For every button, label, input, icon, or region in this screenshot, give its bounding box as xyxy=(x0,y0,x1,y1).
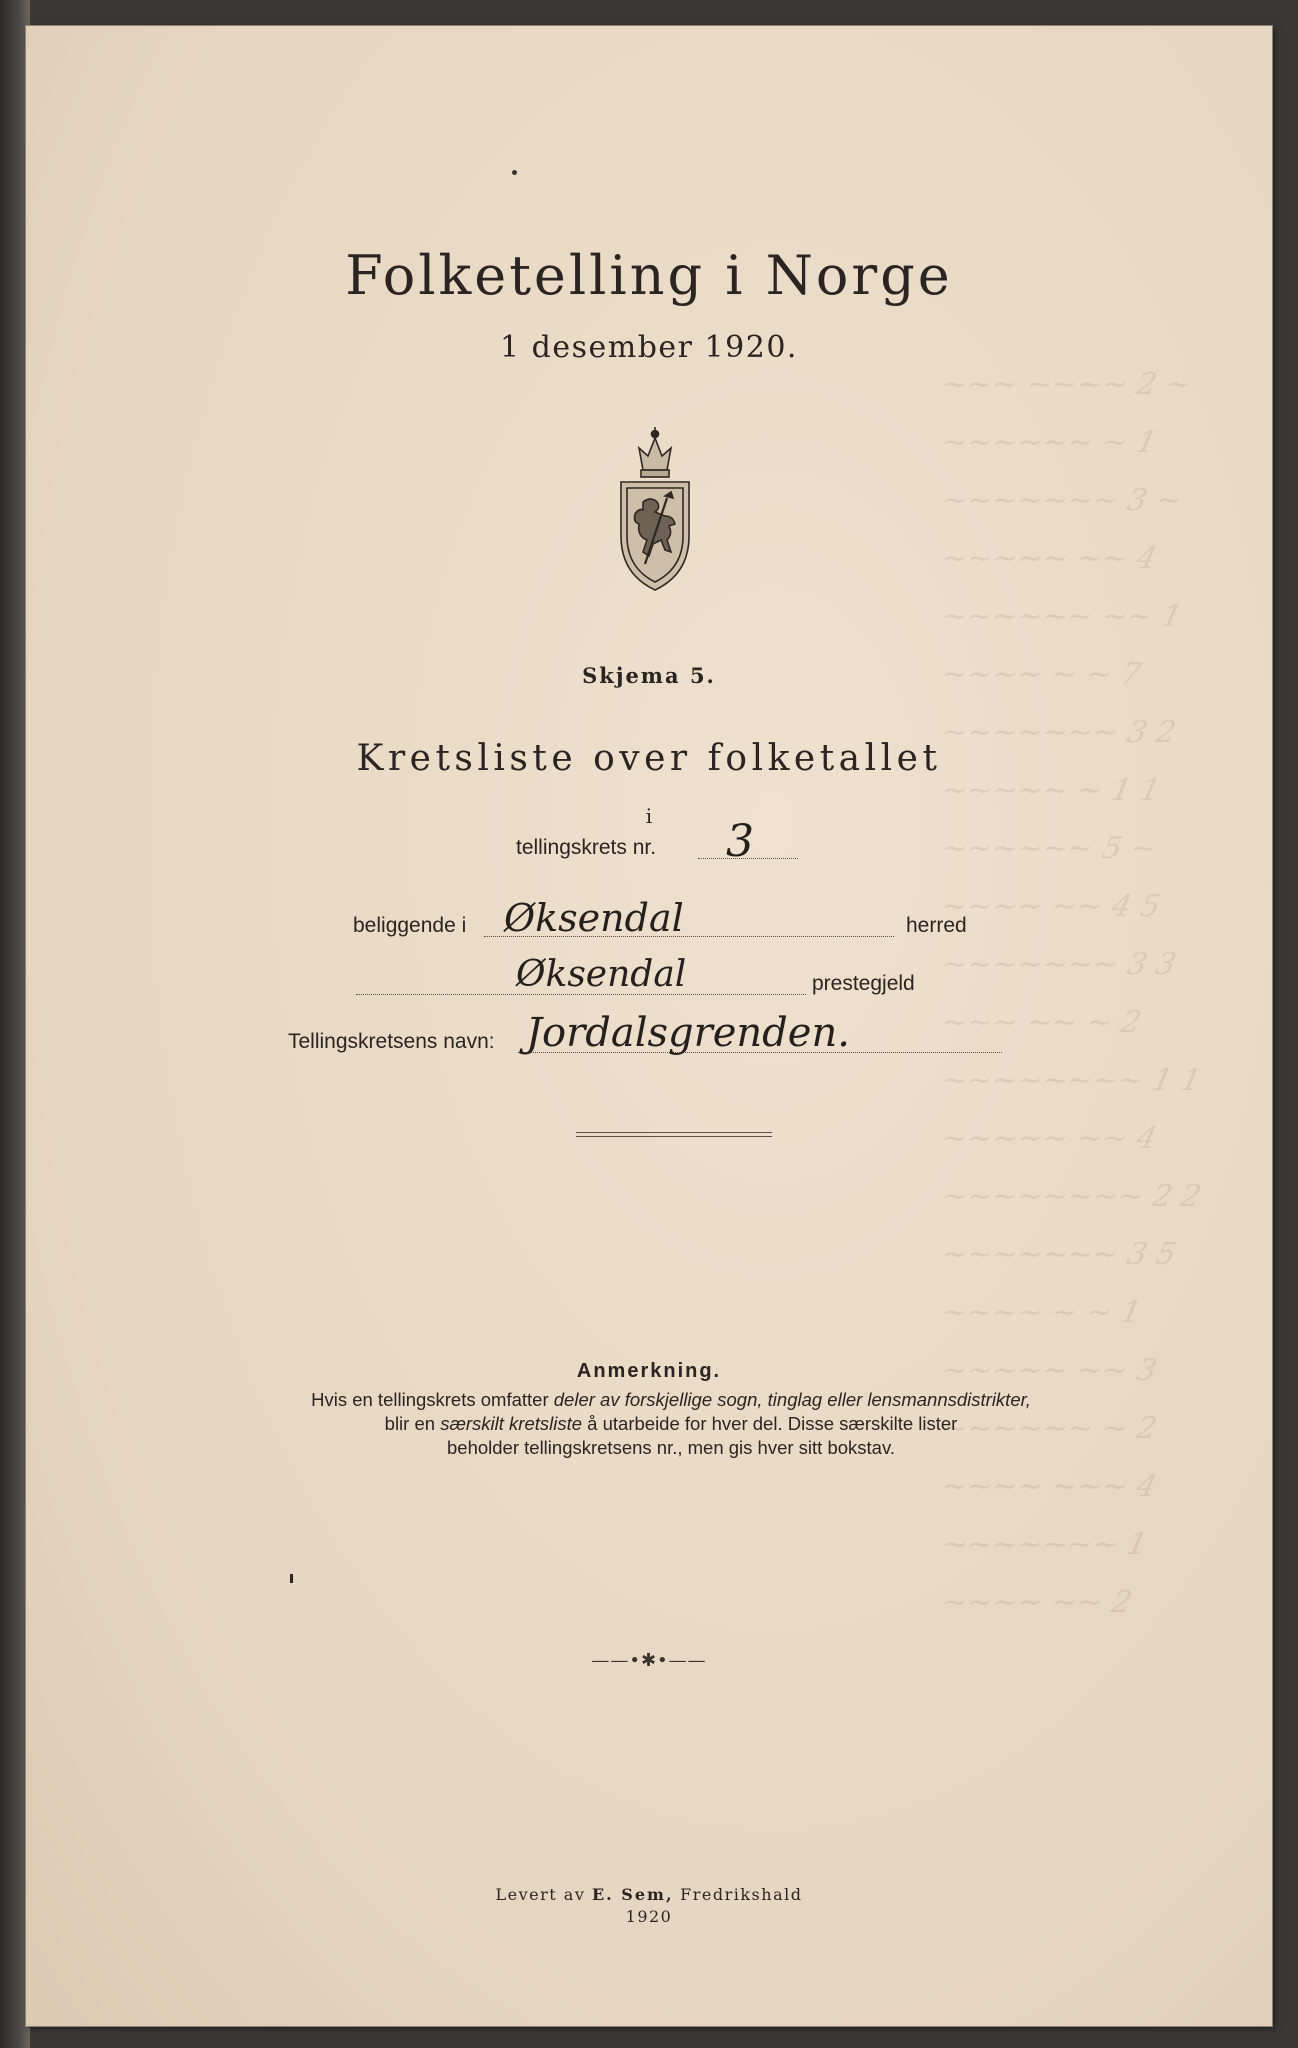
norwegian-coat-of-arms-icon xyxy=(615,424,695,594)
note-heading: Anmerkning. xyxy=(576,1360,722,1382)
municipality-label-prefix: beliggende i xyxy=(353,914,467,937)
separator-rule xyxy=(576,1136,772,1137)
district-number-label: tellingskrets nr. xyxy=(516,836,657,859)
bleed-through-texture: ~~~ ~~~~ 2 ~ ~~~~~~ ~ 1 ~~~~~~~ 3 ~ ~~~~~ ~~ 4 ~~~~~~ ~~ 1 ~~~~ ~ ~ 7 ~~~~~~~ 3 2 ~~~~~ ~ 1 1 ~~~~~~ 5 ~ ~~~~ ~~ 4 5 ~~~~~~~ 3 3 ~~~ ~~ ~ 2 ~~~~~~~~ 1 1 ~~~~~ ~~ 4 ~~~~~~~~ 2 2 ~~~~~~~ 3 5 ~~~~ ~ ~ 1 ~~~~~ ~~ 3 ~~~~~~ ~ 2 ~~~~ ~~~ 4 ~~~~~~~ 1 ~~~~ ~~ 2 xyxy=(938,367,1205,1620)
note-line-2: blir en særskilt kretsliste å utarbeide for hver del. Disse særskilte lister xyxy=(384,1413,958,1434)
ornament-divider: ——•✱•—— xyxy=(591,1650,707,1671)
parish-label-suffix: prestegjeld xyxy=(812,972,915,995)
preposition: i xyxy=(645,804,653,828)
list-title: Kretsliste over folketallet xyxy=(356,738,942,779)
printer-line: Levert av E. Sem, Fredrikshald xyxy=(495,1885,803,1904)
parish-value: Øksendal xyxy=(516,954,687,995)
district-number-value: 3 xyxy=(726,816,754,867)
printer-imprint xyxy=(26,1884,1272,1928)
schema-number: Skjema 5. xyxy=(582,663,716,688)
district-name-label: Tellingskretsens navn: xyxy=(288,1030,495,1053)
form-title: Folketelling i Norge xyxy=(345,244,953,307)
municipality-value: Øksendal xyxy=(504,896,684,940)
ink-dot xyxy=(512,170,517,175)
note-line-3: beholder tellingskretsens nr., men gis hver sitt bokstav. xyxy=(447,1437,895,1458)
ink-speck xyxy=(290,1574,293,1583)
printer-year: 1920 xyxy=(625,1907,673,1926)
separator-rule xyxy=(576,1132,772,1133)
note-text xyxy=(256,1388,1086,1460)
district-name-value: Jordalsgrenden. xyxy=(526,1010,850,1056)
municipality-label-suffix: herred xyxy=(906,914,967,937)
census-date: 1 desember 1920. xyxy=(500,330,798,365)
note-line-1: Hvis en tellingskrets omfatter deler av forskjellige sogn, tinglag eller lensmannsdistrikter, xyxy=(311,1389,1031,1410)
census-form-page xyxy=(26,26,1272,2026)
